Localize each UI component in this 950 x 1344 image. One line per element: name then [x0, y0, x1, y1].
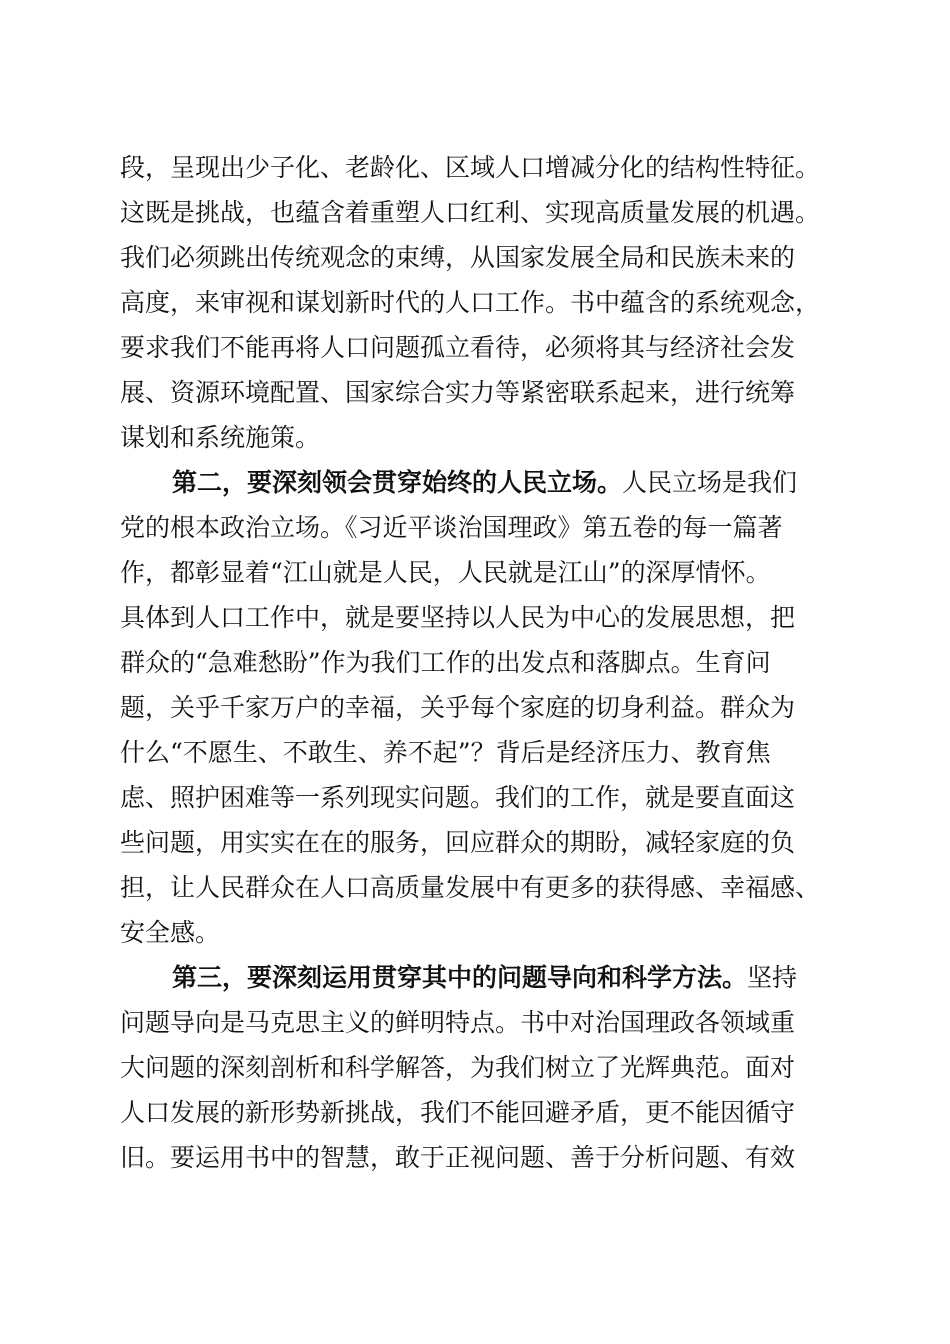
text-line: 大问题的深刻剖析和科学解答，为我们树立了光辉典范。面对	[120, 1053, 796, 1082]
paragraph-first-line	[120, 460, 850, 505]
text-line: 人口发展的新形势新挑战，我们不能回避矛盾，更不能因循守	[120, 1098, 796, 1127]
text-line: 这既是挑战，也蕴含着重塑人口红利、实现高质量发展的机遇。	[120, 198, 821, 227]
paragraph-2	[120, 460, 850, 955]
text-line: 段，呈现出少子化、老龄化、区域人口增减分化的结构性特征。	[120, 153, 821, 182]
text-line: 要求我们不能再将人口问题孤立看待，必须将其与经济社会发	[120, 333, 796, 362]
text-span: 坚持	[747, 963, 798, 992]
text-line: 担，让人民群众在人口高质量发展中有更多的获得感、幸福感、	[120, 873, 821, 902]
text-line: 些问题，用实实在在的服务，回应群众的期盼，减轻家庭的负	[120, 828, 796, 857]
text-line: 我们必须跳出传统观念的束缚，从国家发展全局和民族未来的	[120, 243, 796, 272]
text-line: 群众的“急难愁盼”作为我们工作的出发点和落脚点。生育问	[120, 648, 771, 677]
text-line: 虑、照护困难等一系列现实问题。我们的工作，就是要直面这	[120, 783, 796, 812]
body-text	[120, 145, 850, 1180]
paragraph-first-line	[120, 955, 850, 1000]
text-line: 高度，来审视和谋划新时代的人口工作。书中蕴含的系统观念，	[120, 288, 821, 317]
text-line: 谋划和系统施策。	[120, 423, 321, 452]
text-line: 题，关乎千家万户的幸福，关乎每个家庭的切身利益。群众为	[120, 693, 796, 722]
text-line: 问题导向是马克思主义的鲜明特点。书中对治国理政各领域重	[120, 1008, 796, 1037]
section-heading: 第三，要深刻运用贯穿其中的问题导向和科学方法。	[172, 963, 748, 992]
text-span: 人民立场是我们	[622, 468, 798, 497]
text-line: 什么“不愿生、不敢生、养不起”？背后是经济压力、教育焦	[120, 738, 771, 767]
text-line: 展、资源环境配置、国家综合实力等紧密联系起来，进行统筹	[120, 378, 796, 407]
paragraph-1	[120, 145, 850, 460]
text-line: 党的根本政治立场。《习近平谈治国理政》第五卷的每一篇著	[120, 513, 783, 542]
text-line: 具体到人口工作中，就是要坚持以人民为中心的发展思想，把	[120, 603, 796, 632]
text-line: 安全感。	[120, 918, 221, 947]
section-heading: 第二，要深刻领会贯穿始终的人民立场。	[172, 468, 623, 497]
text-line: 作，都彰显着“江山就是人民，人民就是江山”的深厚情怀。	[120, 558, 771, 587]
paragraph-3	[120, 955, 850, 1180]
text-line: 旧。要运用书中的智慧，敢于正视问题、善于分析问题、有效	[120, 1143, 796, 1172]
